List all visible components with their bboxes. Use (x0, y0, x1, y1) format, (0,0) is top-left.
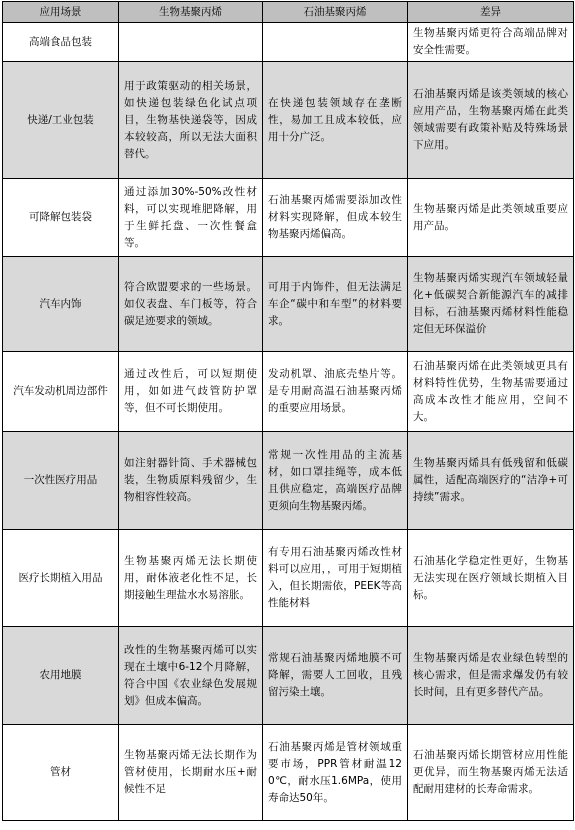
table-row (3, 725, 574, 821)
row-bio: 生物基聚丙烯无法长期作为管材使用，长期耐水压+耐候性不足 (119, 725, 263, 821)
row-scene: 一次性医疗用品 (3, 432, 119, 530)
row-bio: 符合欧盟要求的一些场景。如仪表盘、车门板等，符合碳足迹要求的领域。 (119, 257, 263, 352)
row-petro: 可用于内饰件，但无法满足车企“碳中和车型”的材料要求。 (263, 257, 408, 352)
row-diff: 石油基化学稳定性更好，生物基无法实现在医疗领域长期植入目标。 (408, 530, 574, 627)
row-petro: 在快递包装领域存在垄断性，易加工且成本较低，应用十分广泛。 (263, 62, 408, 179)
row-bio: 如注射器针筒、手术器械包装，生物质原料残留少，生物相容性较高。 (119, 432, 263, 530)
row-diff: 石油基聚丙烯长期管材应用性能更优异，而生物基聚丙烯无法适配耐用建材的长寿命需求。 (408, 725, 574, 821)
row-scene: 医疗长期植入用品 (3, 530, 119, 627)
row-petro (263, 23, 408, 62)
row-diff: 石油基聚丙烯在此类领域更具有材料特性优势，生物基需要通过高成本改性才能应用，空间不大。 (408, 352, 574, 432)
row-bio (119, 23, 263, 62)
row-bio: 改性的生物基聚丙烯可以实现在土壤中6-12个月降解，符合中国《农业绿色发展规划》但成本偏高。 (119, 627, 263, 725)
row-diff: 生物基聚丙烯是此类领域重要应用产品。 (408, 179, 574, 257)
table-row (3, 23, 574, 62)
row-diff: 生物基聚丙烯具有低残留和低碳属性，适配高端医疗的“洁净+可持续”需求。 (408, 432, 574, 530)
table-row (3, 432, 574, 530)
row-petro: 常规一次性用品的主流基材，如口罩挂绳等，成本低且供应稳定，高端医疗品牌更须向生物基聚丙烯。 (263, 432, 408, 530)
table-row (3, 352, 574, 432)
header-bio-pp: 生物基聚丙烯 (119, 2, 263, 23)
row-petro: 发动机罩、油底壳垫片等。是专用耐高温石油基聚丙烯的重要应用场景。 (263, 352, 408, 432)
row-petro: 石油基聚丙烯是管材领域重要市场，PPR管材耐温120℃，耐水压1.6MPa，使用寿命达50年。 (263, 725, 408, 821)
row-scene: 快递/工业包装 (3, 62, 119, 179)
row-diff: 石油基聚丙烯是该类领域的核心应用产品，生物基聚丙烯在此类领域需要有政策补贴及特殊场景下应用。 (408, 62, 574, 179)
table-row (3, 627, 574, 725)
header-difference: 差异 (408, 2, 574, 23)
row-petro: 有专用石油基聚丙烯改性材料可以应用，，可用于短期植入，但长期需依，PEEK等高性能材料 (263, 530, 408, 627)
table-header-row (3, 2, 574, 23)
row-scene: 可降解包装袋 (3, 179, 119, 257)
table-row (3, 257, 574, 352)
row-diff: 生物基聚丙烯实现汽车领域轻量化+低碳契合新能源汽车的减排目标，石油基聚丙烯材料性能稳定但无环保溢价 (408, 257, 574, 352)
row-diff: 生物基聚丙烯是农业绿色转型的核心需求，但是需求爆发仍有较长时间，且有更多替代产品。 (408, 627, 574, 725)
header-scene: 应用场景 (3, 2, 119, 23)
row-scene: 高端食品包装 (3, 23, 119, 62)
row-scene: 农用地膜 (3, 627, 119, 725)
row-petro: 常规石油基聚丙烯地膜不可降解，需要人工回收，且残留污染土壤。 (263, 627, 408, 725)
table-row (3, 62, 574, 179)
table-row (3, 179, 574, 257)
row-scene: 汽车内饰 (3, 257, 119, 352)
row-diff: 生物基聚丙烯更符合高端品牌对安全性需要。 (408, 23, 574, 62)
row-scene: 管材 (3, 725, 119, 821)
header-petro-pp: 石油基聚丙烯 (263, 2, 408, 23)
row-bio: 通过添加30%-50%改性材料，可以实现堆肥降解，用于生鲜托盘、一次性餐盒等。 (119, 179, 263, 257)
row-bio: 生物基聚丙烯无法长期使用，耐体液老化性不足，长期接触生理盐水水易溶胀。 (119, 530, 263, 627)
table-row (3, 530, 574, 627)
row-bio: 用于政策驱动的相关场景，如快递包装绿色化试点项目，生物基快递袋等，因成本较较高，所以无法大面积替代。 (119, 62, 263, 179)
row-bio: 通过改性后，可以短期使用，如如进气歧管防护罩等，但不可长期使用。 (119, 352, 263, 432)
row-petro: 石油基聚丙烯需要添加改性材料实现降解，但成本较生物基聚丙烯偏高。 (263, 179, 408, 257)
row-scene: 汽车发动机周边部件 (3, 352, 119, 432)
comparison-table (2, 1, 574, 821)
